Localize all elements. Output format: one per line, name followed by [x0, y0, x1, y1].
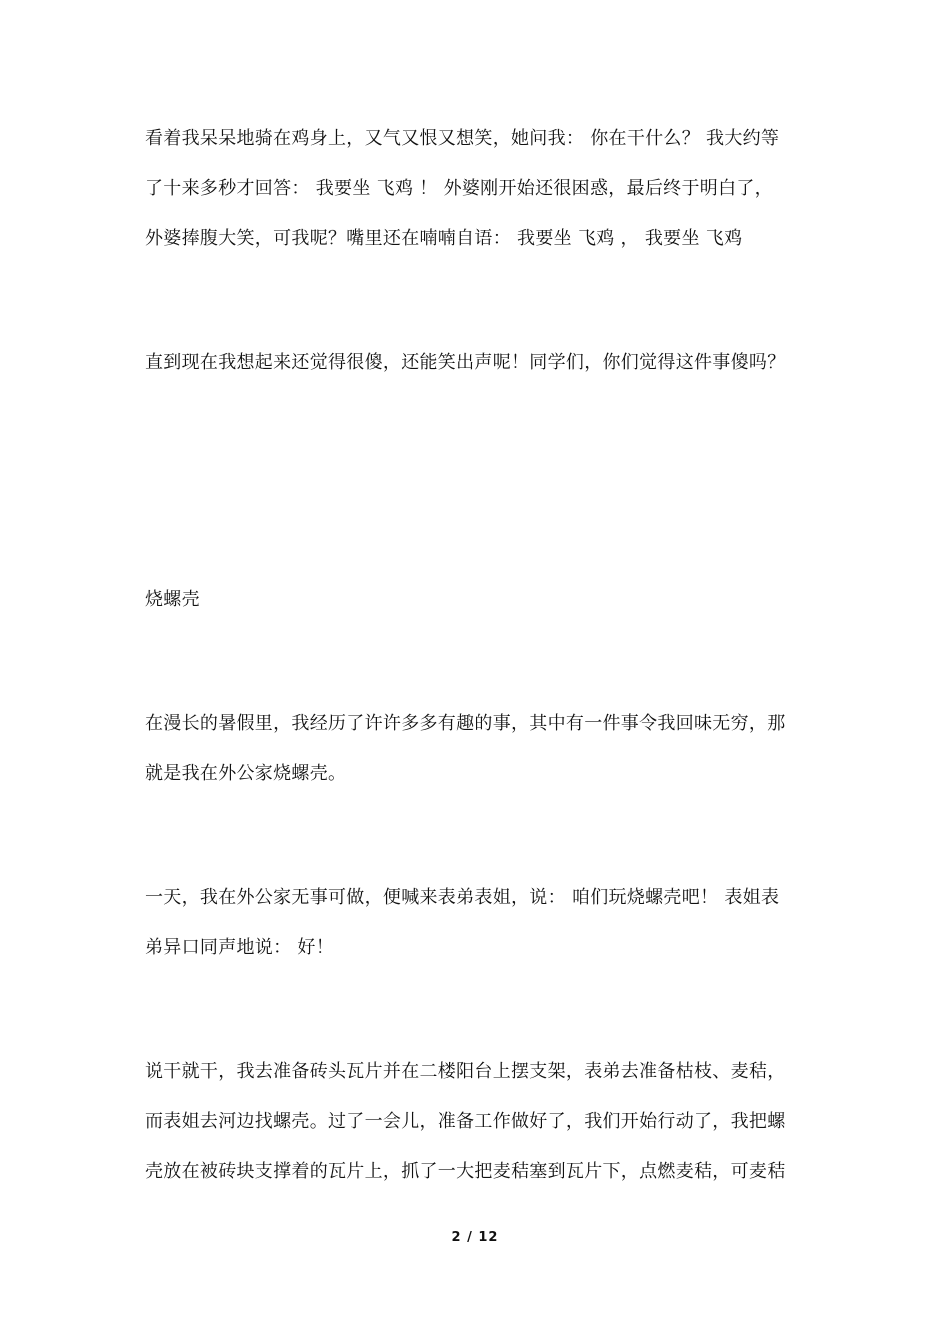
text-line: 了十来多秒才回答： 我要坐 飞鸡 ！ 外婆刚开始还很困惑，最后终于明白了，: [145, 178, 773, 199]
page-number: 2 / 12: [451, 1230, 499, 1245]
heading-text: 烧螺壳: [145, 589, 200, 610]
text-line: 外婆捧腹大笑，可我呢？嘴里还在喃喃自语： 我要坐 飞鸡 ， 我要坐 飞鸡: [145, 228, 743, 249]
text-line: 弟异口同声地说： 好！: [145, 937, 335, 958]
text-line: 直到现在我想起来还觉得很傻，还能笑出声呢！同学们，你们觉得这件事傻吗？: [145, 352, 786, 373]
text-line: 而表姐去河边找螺壳。过了一会儿，准备工作做好了，我们开始行动了，我把螺: [145, 1111, 786, 1132]
text-line: 说干就干，我去准备砖头瓦片并在二楼阳台上摆支架，表弟去准备枯枝、麦秸，: [145, 1061, 786, 1082]
text-line: 就是我在外公家烧螺壳。: [145, 763, 347, 784]
text-line: 在漫长的暑假里，我经历了许许多多有趣的事，其中有一件事令我回味无穷，那: [145, 713, 786, 734]
text-line: 壳放在被砖块支撑着的瓦片上，抓了一大把麦秸塞到瓦片下，点燃麦秸，可麦秸: [145, 1161, 786, 1182]
text-line: 看着我呆呆地骑在鸡身上，又气又恨又想笑，她问我： 你在干什么？ 我大约等: [145, 128, 780, 149]
text-line: 一天，我在外公家无事可做，便喊来表弟表姐，说： 咱们玩烧螺壳吧！ 表姐表: [145, 887, 780, 908]
